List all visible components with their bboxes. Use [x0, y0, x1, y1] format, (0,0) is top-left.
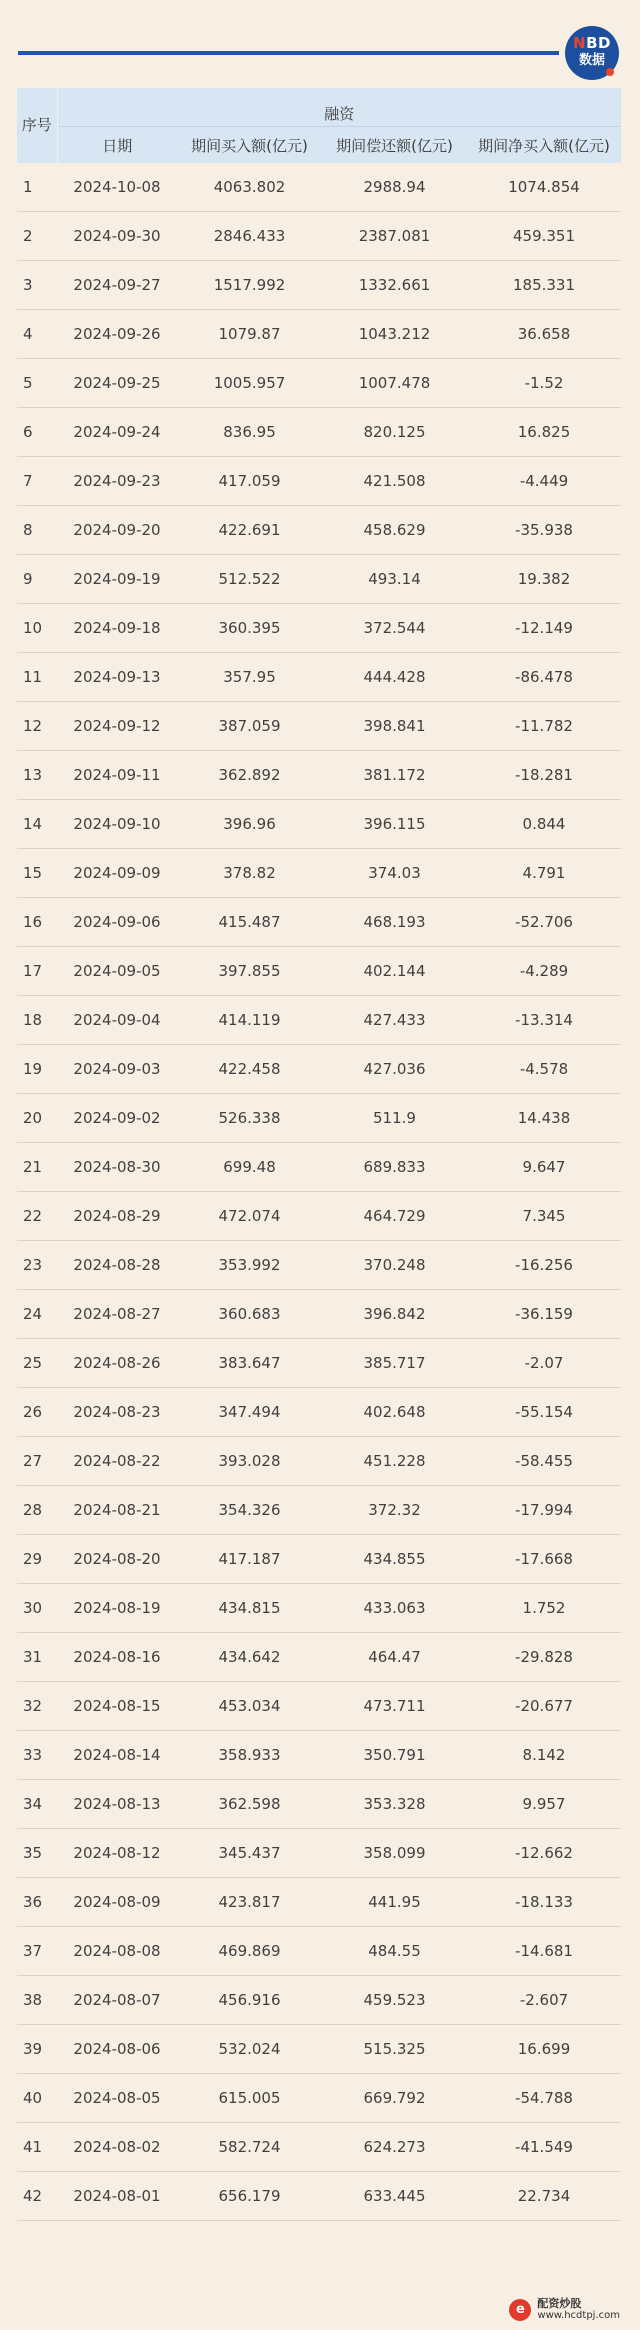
row-buy: 383.647	[177, 1339, 322, 1388]
row-net: -16.256	[467, 1241, 621, 1290]
row-buy: 472.074	[177, 1192, 322, 1241]
row-repay: 398.841	[322, 702, 467, 751]
row-seq: 1	[17, 163, 57, 212]
row-repay: 350.791	[322, 1731, 467, 1780]
row-buy: 456.916	[177, 1976, 322, 2025]
row-buy: 397.855	[177, 947, 322, 996]
row-date: 2024-09-12	[57, 702, 177, 751]
row-seq: 19	[17, 1045, 57, 1094]
row-date: 2024-09-25	[57, 359, 177, 408]
table-row	[17, 1829, 621, 1878]
row-net: 459.351	[467, 212, 621, 261]
row-seq: 4	[17, 310, 57, 359]
row-net: -2.607	[467, 1976, 621, 2025]
row-repay: 353.328	[322, 1780, 467, 1829]
table-row	[17, 1094, 621, 1143]
row-buy: 417.059	[177, 457, 322, 506]
row-buy: 4063.802	[177, 163, 322, 212]
row-buy: 656.179	[177, 2172, 322, 2221]
row-repay: 689.833	[322, 1143, 467, 1192]
row-date: 2024-08-23	[57, 1388, 177, 1437]
row-seq: 31	[17, 1633, 57, 1682]
row-date: 2024-08-12	[57, 1829, 177, 1878]
row-net: 36.658	[467, 310, 621, 359]
row-buy: 422.691	[177, 506, 322, 555]
row-net: -86.478	[467, 653, 621, 702]
row-buy: 434.642	[177, 1633, 322, 1682]
table-row	[17, 1584, 621, 1633]
table-row	[17, 1045, 621, 1094]
row-repay: 374.03	[322, 849, 467, 898]
row-buy: 469.869	[177, 1927, 322, 1976]
row-date: 2024-09-03	[57, 1045, 177, 1094]
row-date: 2024-08-13	[57, 1780, 177, 1829]
row-repay: 358.099	[322, 1829, 467, 1878]
row-seq: 30	[17, 1584, 57, 1633]
row-net: -2.07	[467, 1339, 621, 1388]
row-seq: 33	[17, 1731, 57, 1780]
table-row	[17, 1241, 621, 1290]
table-row	[17, 1535, 621, 1584]
row-buy: 362.598	[177, 1780, 322, 1829]
table-row	[17, 2123, 621, 2172]
row-net: -4.578	[467, 1045, 621, 1094]
row-date: 2024-08-07	[57, 1976, 177, 2025]
row-seq: 36	[17, 1878, 57, 1927]
row-date: 2024-08-08	[57, 1927, 177, 1976]
row-repay: 402.144	[322, 947, 467, 996]
row-date: 2024-10-08	[57, 163, 177, 212]
header-repay: 期间偿还额(亿元)	[322, 127, 467, 164]
row-date: 2024-09-18	[57, 604, 177, 653]
row-net: 185.331	[467, 261, 621, 310]
row-net: 4.791	[467, 849, 621, 898]
table-row	[17, 1927, 621, 1976]
row-buy: 358.933	[177, 1731, 322, 1780]
table-row	[17, 1388, 621, 1437]
table-row	[17, 947, 621, 996]
row-buy: 699.48	[177, 1143, 322, 1192]
row-repay: 396.842	[322, 1290, 467, 1339]
logo-line1: NBD	[573, 34, 611, 52]
table-row	[17, 457, 621, 506]
row-repay: 427.433	[322, 996, 467, 1045]
table-row	[17, 800, 621, 849]
row-seq: 5	[17, 359, 57, 408]
row-date: 2024-09-26	[57, 310, 177, 359]
row-net: -4.449	[467, 457, 621, 506]
row-date: 2024-09-23	[57, 457, 177, 506]
row-buy: 347.494	[177, 1388, 322, 1437]
row-seq: 29	[17, 1535, 57, 1584]
row-date: 2024-09-06	[57, 898, 177, 947]
row-buy: 387.059	[177, 702, 322, 751]
row-seq: 18	[17, 996, 57, 1045]
row-repay: 372.544	[322, 604, 467, 653]
row-seq: 24	[17, 1290, 57, 1339]
row-date: 2024-08-14	[57, 1731, 177, 1780]
row-repay: 669.792	[322, 2074, 467, 2123]
header-seq: 序号	[17, 88, 57, 163]
table-row	[17, 1682, 621, 1731]
footer-watermark	[509, 2298, 620, 2322]
row-seq: 41	[17, 2123, 57, 2172]
row-net: -55.154	[467, 1388, 621, 1437]
row-net: -58.455	[467, 1437, 621, 1486]
row-buy: 360.683	[177, 1290, 322, 1339]
row-date: 2024-09-20	[57, 506, 177, 555]
row-repay: 434.855	[322, 1535, 467, 1584]
row-buy: 1005.957	[177, 359, 322, 408]
row-date: 2024-08-19	[57, 1584, 177, 1633]
top-rule	[18, 51, 559, 55]
row-seq: 16	[17, 898, 57, 947]
table-row	[17, 506, 621, 555]
row-seq: 9	[17, 555, 57, 604]
row-date: 2024-08-22	[57, 1437, 177, 1486]
row-repay: 2387.081	[322, 212, 467, 261]
row-buy: 360.395	[177, 604, 322, 653]
row-repay: 385.717	[322, 1339, 467, 1388]
row-net: -17.668	[467, 1535, 621, 1584]
row-seq: 12	[17, 702, 57, 751]
row-net: -12.662	[467, 1829, 621, 1878]
row-buy: 532.024	[177, 2025, 322, 2074]
row-seq: 8	[17, 506, 57, 555]
row-seq: 7	[17, 457, 57, 506]
header-net: 期间净买入额(亿元)	[467, 127, 621, 164]
row-net: -11.782	[467, 702, 621, 751]
row-buy: 415.487	[177, 898, 322, 947]
row-date: 2024-08-29	[57, 1192, 177, 1241]
row-net: -41.549	[467, 2123, 621, 2172]
row-date: 2024-09-19	[57, 555, 177, 604]
row-repay: 493.14	[322, 555, 467, 604]
row-date: 2024-08-15	[57, 1682, 177, 1731]
logo-line2: 数据	[578, 53, 605, 68]
table-row	[17, 1731, 621, 1780]
table-row	[17, 1486, 621, 1535]
row-repay: 633.445	[322, 2172, 467, 2221]
row-date: 2024-08-28	[57, 1241, 177, 1290]
row-repay: 1007.478	[322, 359, 467, 408]
row-repay: 372.32	[322, 1486, 467, 1535]
row-date: 2024-08-02	[57, 2123, 177, 2172]
table-row	[17, 996, 621, 1045]
row-seq: 40	[17, 2074, 57, 2123]
row-net: -20.677	[467, 1682, 621, 1731]
row-buy: 354.326	[177, 1486, 322, 1535]
row-repay: 1043.212	[322, 310, 467, 359]
row-date: 2024-08-27	[57, 1290, 177, 1339]
row-seq: 27	[17, 1437, 57, 1486]
table-row	[17, 359, 621, 408]
row-date: 2024-09-27	[57, 261, 177, 310]
row-date: 2024-09-13	[57, 653, 177, 702]
row-date: 2024-08-09	[57, 1878, 177, 1927]
table-row	[17, 702, 621, 751]
row-date: 2024-09-02	[57, 1094, 177, 1143]
row-buy: 423.817	[177, 1878, 322, 1927]
row-net: 0.844	[467, 800, 621, 849]
footer-site: www.hcdtpj.com	[537, 2310, 620, 2321]
table-row	[17, 1633, 621, 1682]
header-buy: 期间买入额(亿元)	[177, 127, 322, 164]
row-seq: 35	[17, 1829, 57, 1878]
row-seq: 39	[17, 2025, 57, 2074]
row-seq: 20	[17, 1094, 57, 1143]
row-net: -18.133	[467, 1878, 621, 1927]
row-date: 2024-08-05	[57, 2074, 177, 2123]
row-repay: 402.648	[322, 1388, 467, 1437]
row-repay: 441.95	[322, 1878, 467, 1927]
row-net: -1.52	[467, 359, 621, 408]
row-net: -54.788	[467, 2074, 621, 2123]
table-row	[17, 898, 621, 947]
row-net: -35.938	[467, 506, 621, 555]
row-date: 2024-09-24	[57, 408, 177, 457]
row-seq: 3	[17, 261, 57, 310]
row-seq: 22	[17, 1192, 57, 1241]
table-body	[17, 163, 621, 2221]
row-seq: 34	[17, 1780, 57, 1829]
row-seq: 11	[17, 653, 57, 702]
row-date: 2024-09-09	[57, 849, 177, 898]
nbd-logo	[565, 26, 619, 80]
row-net: 1.752	[467, 1584, 621, 1633]
row-date: 2024-09-30	[57, 212, 177, 261]
row-net: 14.438	[467, 1094, 621, 1143]
table-row	[17, 653, 621, 702]
row-seq: 38	[17, 1976, 57, 2025]
table-row	[17, 310, 621, 359]
row-buy: 512.522	[177, 555, 322, 604]
row-repay: 511.9	[322, 1094, 467, 1143]
table-row	[17, 261, 621, 310]
row-buy: 453.034	[177, 1682, 322, 1731]
row-buy: 434.815	[177, 1584, 322, 1633]
table-row	[17, 2172, 621, 2221]
table-row	[17, 163, 621, 212]
row-buy: 2846.433	[177, 212, 322, 261]
row-date: 2024-08-01	[57, 2172, 177, 2221]
footer-name: 配资炒股	[537, 2297, 582, 2310]
row-net: 9.957	[467, 1780, 621, 1829]
row-net: 1074.854	[467, 163, 621, 212]
row-seq: 6	[17, 408, 57, 457]
row-buy: 357.95	[177, 653, 322, 702]
row-seq: 26	[17, 1388, 57, 1437]
row-buy: 345.437	[177, 1829, 322, 1878]
row-repay: 624.273	[322, 2123, 467, 2172]
row-buy: 836.95	[177, 408, 322, 457]
row-repay: 459.523	[322, 1976, 467, 2025]
table-row	[17, 1339, 621, 1388]
row-net: 7.345	[467, 1192, 621, 1241]
row-date: 2024-09-04	[57, 996, 177, 1045]
row-date: 2024-08-30	[57, 1143, 177, 1192]
row-repay: 1332.661	[322, 261, 467, 310]
row-date: 2024-09-10	[57, 800, 177, 849]
row-repay: 421.508	[322, 457, 467, 506]
row-buy: 1517.992	[177, 261, 322, 310]
row-repay: 427.036	[322, 1045, 467, 1094]
table-row	[17, 1192, 621, 1241]
row-repay: 464.47	[322, 1633, 467, 1682]
row-repay: 381.172	[322, 751, 467, 800]
row-buy: 526.338	[177, 1094, 322, 1143]
row-net: 16.825	[467, 408, 621, 457]
row-buy: 393.028	[177, 1437, 322, 1486]
row-seq: 15	[17, 849, 57, 898]
row-seq: 37	[17, 1927, 57, 1976]
row-date: 2024-08-16	[57, 1633, 177, 1682]
row-buy: 414.119	[177, 996, 322, 1045]
row-buy: 615.005	[177, 2074, 322, 2123]
row-date: 2024-08-21	[57, 1486, 177, 1535]
row-net: -17.994	[467, 1486, 621, 1535]
row-repay: 2988.94	[322, 163, 467, 212]
table-row	[17, 212, 621, 261]
row-repay: 484.55	[322, 1927, 467, 1976]
row-repay: 451.228	[322, 1437, 467, 1486]
row-buy: 1079.87	[177, 310, 322, 359]
row-seq: 21	[17, 1143, 57, 1192]
table-header	[17, 88, 621, 163]
table-row	[17, 555, 621, 604]
row-seq: 13	[17, 751, 57, 800]
row-buy: 582.724	[177, 2123, 322, 2172]
row-net: 9.647	[467, 1143, 621, 1192]
row-net: 16.699	[467, 2025, 621, 2074]
table-row	[17, 849, 621, 898]
row-seq: 2	[17, 212, 57, 261]
row-date: 2024-09-11	[57, 751, 177, 800]
table-row	[17, 1878, 621, 1927]
table-row	[17, 751, 621, 800]
row-repay: 396.115	[322, 800, 467, 849]
row-repay: 464.729	[322, 1192, 467, 1241]
row-repay: 444.428	[322, 653, 467, 702]
row-seq: 25	[17, 1339, 57, 1388]
row-buy: 378.82	[177, 849, 322, 898]
row-buy: 417.187	[177, 1535, 322, 1584]
table-row	[17, 1290, 621, 1339]
table-row	[17, 1976, 621, 2025]
row-date: 2024-08-26	[57, 1339, 177, 1388]
row-net: -18.281	[467, 751, 621, 800]
row-net: -36.159	[467, 1290, 621, 1339]
row-buy: 353.992	[177, 1241, 322, 1290]
row-seq: 32	[17, 1682, 57, 1731]
row-seq: 17	[17, 947, 57, 996]
row-net: -13.314	[467, 996, 621, 1045]
site-logo-icon: e	[509, 2299, 531, 2321]
row-net: -52.706	[467, 898, 621, 947]
row-date: 2024-08-06	[57, 2025, 177, 2074]
row-repay: 820.125	[322, 408, 467, 457]
row-repay: 433.063	[322, 1584, 467, 1633]
row-net: -4.289	[467, 947, 621, 996]
header-group-financing: 融资	[57, 88, 621, 127]
row-net: 19.382	[467, 555, 621, 604]
row-net: -12.149	[467, 604, 621, 653]
row-repay: 458.629	[322, 506, 467, 555]
row-net: 22.734	[467, 2172, 621, 2221]
table-row	[17, 1780, 621, 1829]
table-row	[17, 2074, 621, 2123]
row-buy: 422.458	[177, 1045, 322, 1094]
row-repay: 473.711	[322, 1682, 467, 1731]
table-row	[17, 604, 621, 653]
row-net: 8.142	[467, 1731, 621, 1780]
table-row	[17, 408, 621, 457]
table-row	[17, 1143, 621, 1192]
row-net: -29.828	[467, 1633, 621, 1682]
row-seq: 10	[17, 604, 57, 653]
row-date: 2024-09-05	[57, 947, 177, 996]
row-repay: 515.325	[322, 2025, 467, 2074]
row-seq: 23	[17, 1241, 57, 1290]
header-date: 日期	[57, 127, 177, 164]
row-repay: 370.248	[322, 1241, 467, 1290]
row-buy: 362.892	[177, 751, 322, 800]
row-date: 2024-08-20	[57, 1535, 177, 1584]
row-seq: 14	[17, 800, 57, 849]
footer-text	[537, 2298, 620, 2322]
row-repay: 468.193	[322, 898, 467, 947]
row-buy: 396.96	[177, 800, 322, 849]
margin-financing-table	[17, 88, 621, 2221]
table-row	[17, 1437, 621, 1486]
row-seq: 28	[17, 1486, 57, 1535]
row-seq: 42	[17, 2172, 57, 2221]
row-net: -14.681	[467, 1927, 621, 1976]
table-row	[17, 2025, 621, 2074]
